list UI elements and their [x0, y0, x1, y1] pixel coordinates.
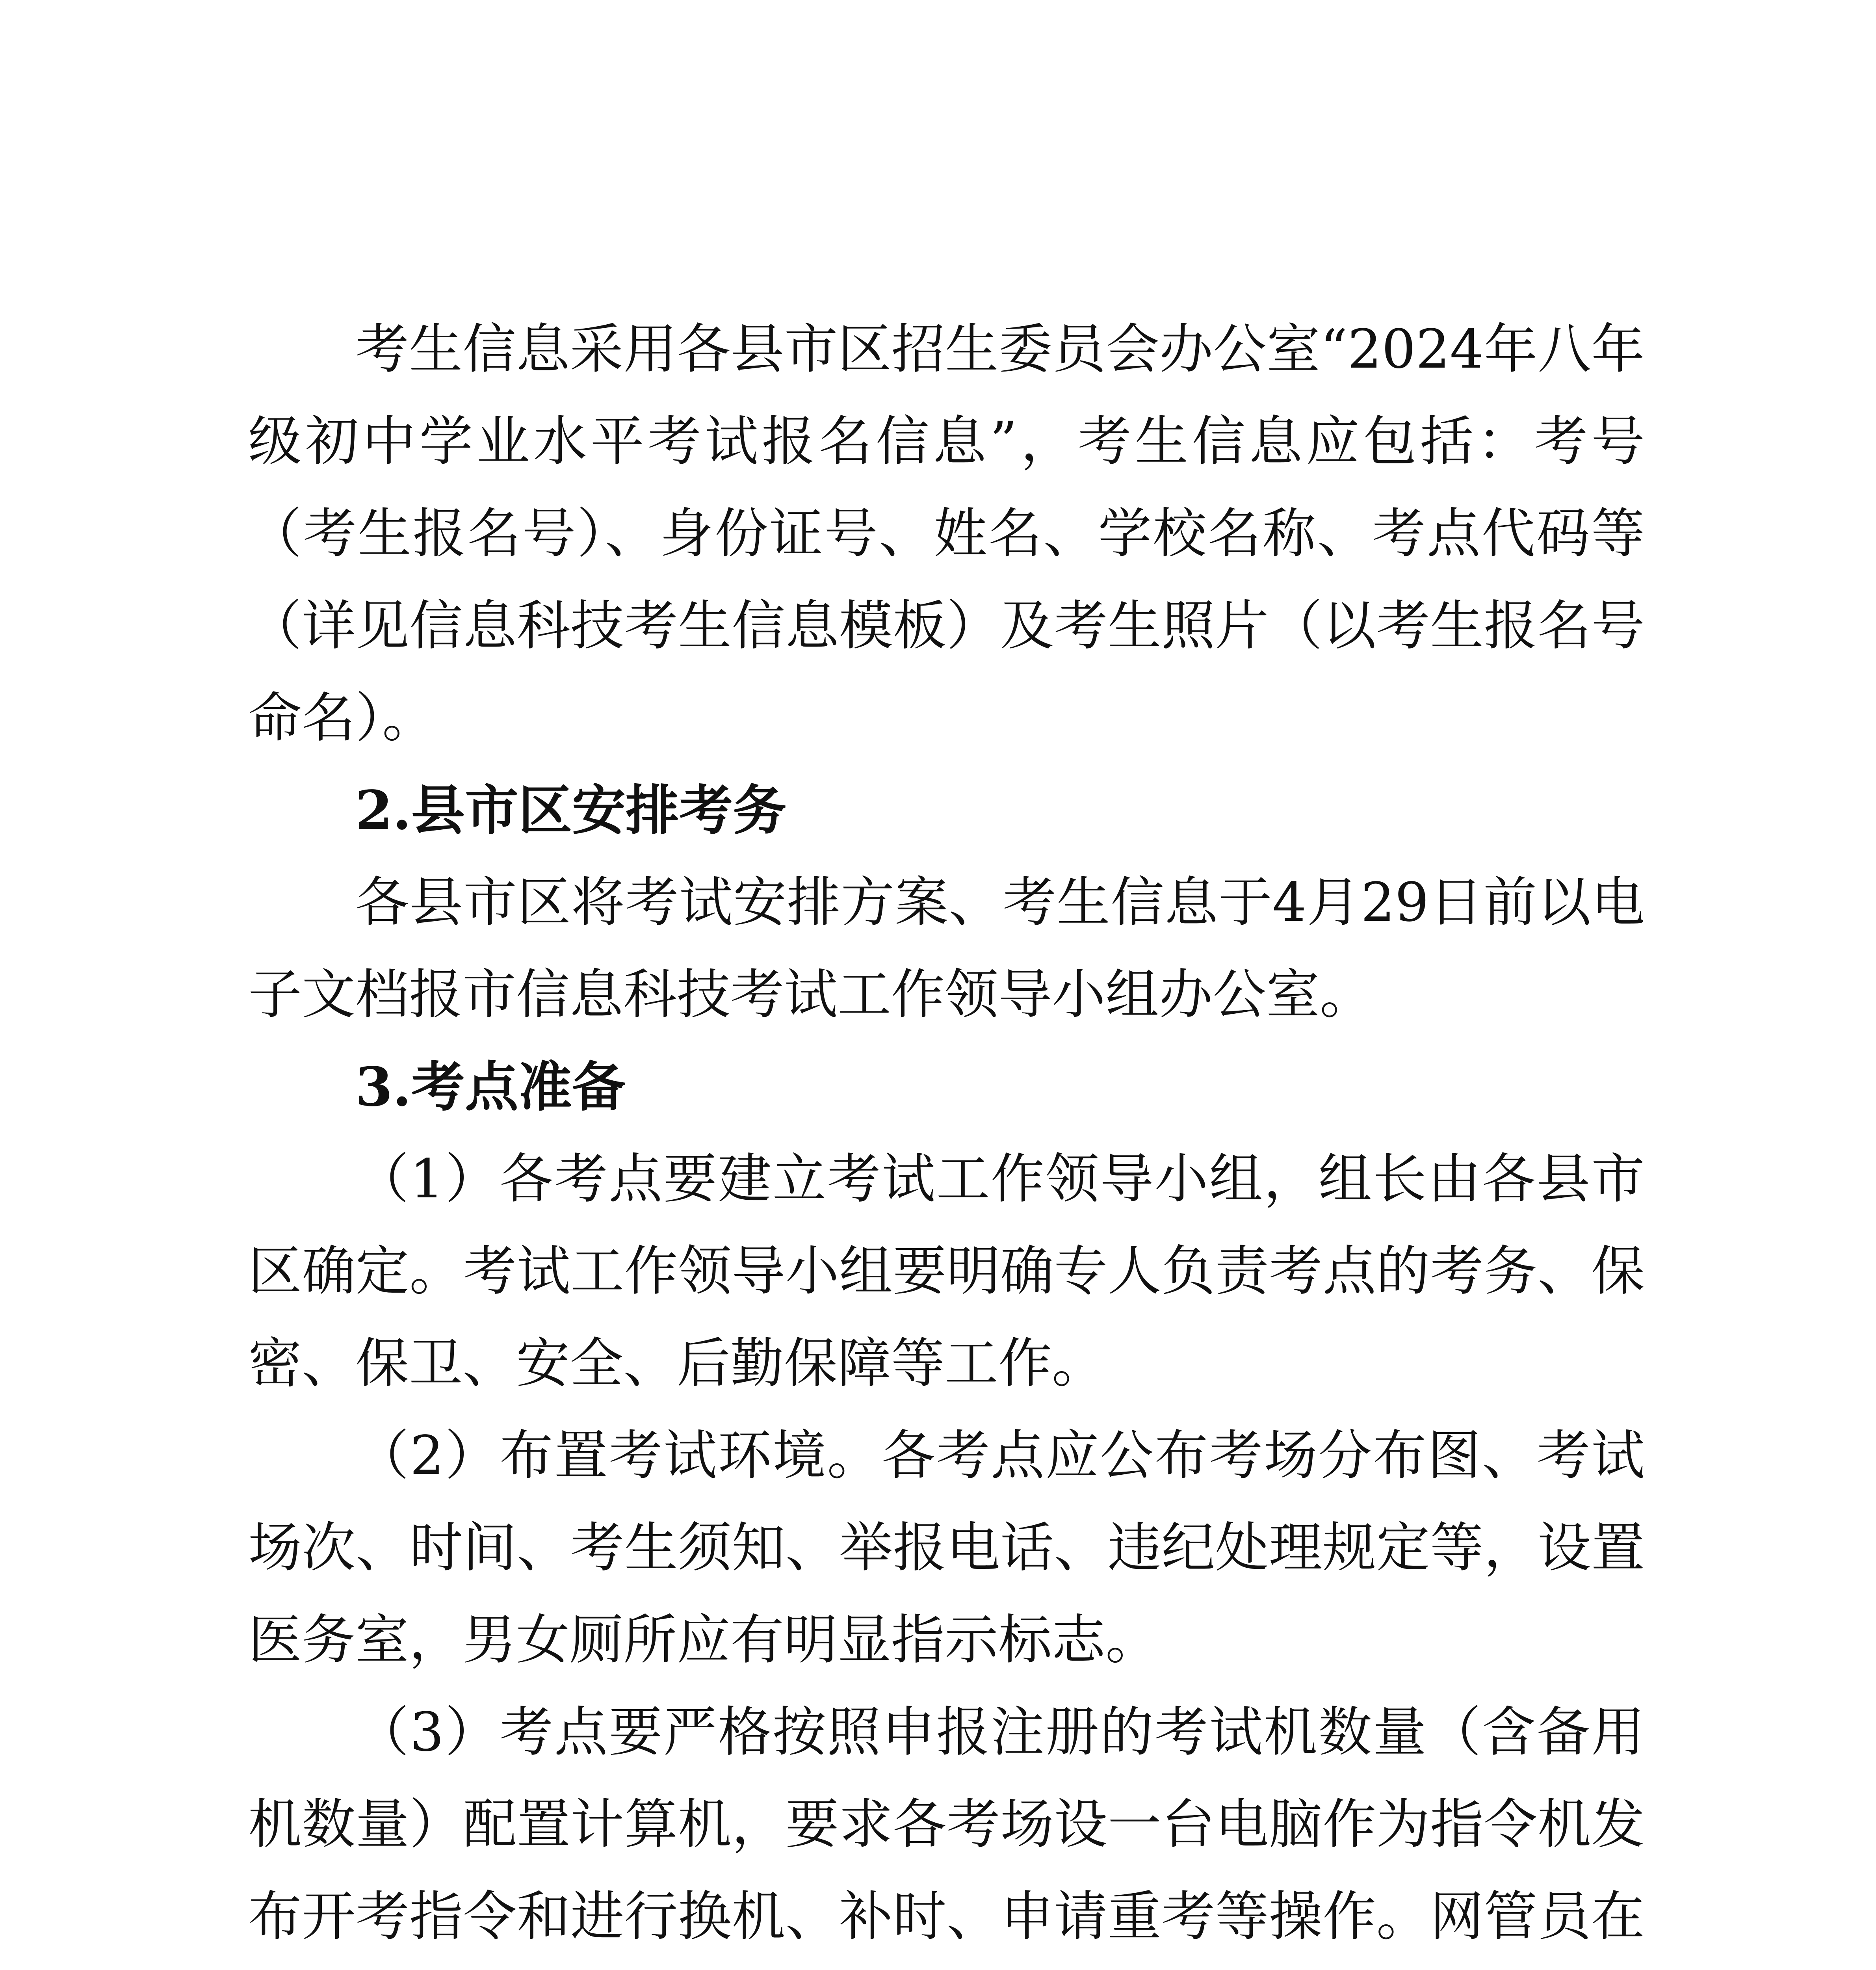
document-body: [248, 303, 1645, 1970]
paragraph-item-1: （1）各考点要建立考试工作领导小组，组长由各县市区确定。考试工作领导小组要明确专人负责考点的考务、保密、保卫、安全、后勤保障等工作。: [248, 1148, 1645, 1395]
paragraph-item-2: （2）布置考试环境。各考点应公布考场分布图、考试场次、时间、考生须知、举报电话、违纪处理规定等，设置医务室，男女厕所应有明显指示标志。: [248, 1425, 1645, 1671]
paragraph-student-info: 考生信息采用各县市区招生委员会办公室“2024年八年级初中学业水平考试报名信息”，考生信息应包括：考号（考生报名号）、身份证号、姓名、学校名称、考点代码等（详见信息科技考生信息模板）及考生照片（以考生报名号命名）。: [248, 318, 1645, 749]
section-heading-county-arrangement: 2.县市区安排考务: [355, 779, 786, 842]
paragraph-item-3: （3）考点要严格按照申报注册的考试机数量（含备用机数量）配置计算机，要求各考场设一台电脑作为指令机发布开考指令和进行换机、补时、申请重考等操作。网管员在: [248, 1701, 1645, 1948]
paragraph-county-arrangement: 各县市区将考试安排方案、考生信息于4月29日前以电子文档报市信息科技考试工作领导小组办公室。: [248, 872, 1645, 1026]
section-heading-exam-site-preparation: 3.考点准备: [355, 1056, 626, 1119]
